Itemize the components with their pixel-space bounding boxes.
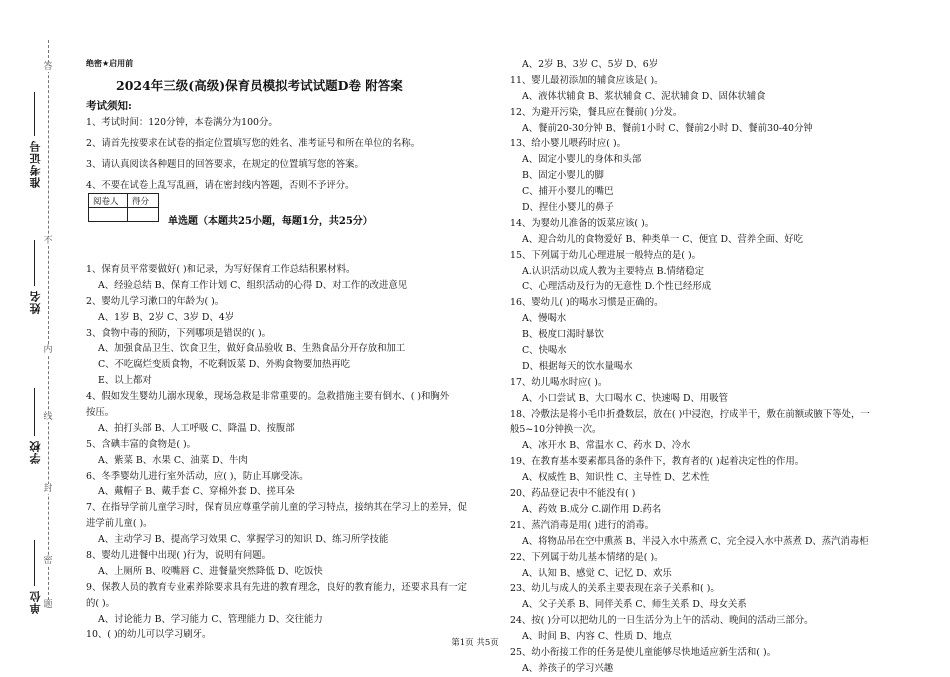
answer-options: D、根据每天的饮水量喝水 bbox=[522, 360, 633, 372]
question-text: 6、冬季婴幼儿进行室外活动，应( )，防止耳廓受冻。 bbox=[86, 470, 309, 482]
notice-item: 4、不要在试卷上乱写乱画，请在密封线内答题，否则不予评分。 bbox=[86, 180, 355, 191]
seal-char: 封 bbox=[43, 484, 53, 494]
left-question-column bbox=[86, 262, 486, 643]
question-text: 22、下列属于幼儿基本情绪的是( )。 bbox=[510, 551, 664, 563]
answer-options: A、讨论能力 B、学习能力 C、管理能力 D、交往能力 bbox=[98, 613, 323, 625]
answer-options: A、经验总结 B、保育工作计划 C、组织活动的心得 D、对工作的改进意见 bbox=[98, 279, 408, 291]
answer-options: A.认识活动以成人教为主要特点 B.情绪稳定 bbox=[522, 265, 704, 277]
notice-item: 2、请首先按要求在试卷的指定位置填写您的姓名、准考证号和所在单位的名称。 bbox=[86, 138, 421, 149]
answer-options: A、慢喝水 bbox=[522, 313, 567, 325]
answer-options: A、时间 B、内容 C、性质 D、地点 bbox=[522, 631, 672, 643]
notice-item: 3、请认真阅读各种题目的回答要求，在规定的位置填写您的答案。 bbox=[86, 159, 364, 170]
answer-options: A、1岁 B、2岁 C、3岁 D、4岁 bbox=[98, 311, 235, 323]
question-text: 17、幼儿喝水时应( )。 bbox=[510, 376, 608, 388]
answer-options: A、养孩子的学习兴趣 bbox=[522, 662, 614, 674]
answer-options: A、权威性 B、知识性 C、主导性 D、艺术性 bbox=[522, 472, 710, 484]
answer-options: C、心理活动及行为的无意性 D.个性已经形成 bbox=[522, 281, 712, 293]
answer-options: A、父子关系 B、同伴关系 C、师生关系 D、母女关系 bbox=[522, 599, 747, 611]
seal-char: 答 bbox=[43, 62, 53, 72]
answer-options: A、主动学习 B、提高学习效果 C、掌握学习的知识 D、练习所学技能 bbox=[98, 534, 389, 546]
question-text: 11、婴儿最初添加的辅食应该是( )。 bbox=[510, 74, 664, 86]
answer-options: C、快喝水 bbox=[522, 345, 567, 357]
question-text: 2、婴幼儿学习漱口的年龄为( )。 bbox=[86, 295, 225, 307]
question-text: 按压。 bbox=[86, 407, 115, 419]
notice-list bbox=[86, 115, 486, 199]
section-title: 单选题（本题共25小题，每题1分，共25分） bbox=[168, 216, 373, 227]
exam-number-fill-line bbox=[34, 92, 35, 136]
question-text: 的( )。 bbox=[86, 597, 116, 609]
score-cell: 得分 bbox=[128, 194, 159, 208]
question-text: 15、下列属于幼儿心理进展一般特点的是( )。 bbox=[510, 249, 701, 261]
answer-options: A、拍打头部 B、人工呼吸 C、降温 D、按腹部 bbox=[98, 422, 295, 434]
score-table bbox=[88, 193, 159, 222]
answer-options: A、餐前20-30分钟 B、餐前1小时 C、餐前2小时 D、餐前30-40分钟 bbox=[522, 122, 813, 134]
question-text: 10、( )的幼儿可以学习刷牙。 bbox=[86, 629, 212, 641]
notice-title: 考试须知: bbox=[86, 100, 132, 112]
unit-label: 单位 bbox=[29, 590, 42, 614]
right-question-column bbox=[510, 57, 940, 677]
question-text: 进学前儿童( )。 bbox=[86, 518, 153, 530]
page-title: 2024年三级(高级)保育员模拟考试试题D卷 附答案 bbox=[116, 78, 403, 93]
answer-options: A、加强食品卫生、饮食卫生，做好食品验收 B、生熟食品分开存放和加工 bbox=[98, 343, 406, 355]
reviewer-blank-cell[interactable] bbox=[89, 208, 128, 222]
school-label: 学校 bbox=[29, 440, 42, 464]
seal-dashed-line bbox=[48, 40, 49, 610]
secret-mark: 绝密★启用前 bbox=[86, 59, 134, 68]
answer-options: A、药效 B.成分 C.副作用 D.药名 bbox=[522, 503, 662, 515]
question-text: 9、保教人员的教育专业素养除要求具有先进的教育理念，良好的教育能力，还要求具有一定 bbox=[86, 581, 467, 593]
name-fill-line bbox=[34, 240, 35, 286]
answer-options: B、固定小婴儿的脚 bbox=[522, 170, 604, 182]
answer-options: A、迎合幼儿的食物爱好 B、种类单一 C、便宜 D、营养全面、好吃 bbox=[522, 233, 804, 245]
question-text: 18、冷敷法是将小毛巾折叠数层，放在( )中浸泡，拧成半干，敷在前额或腋下等处，一 bbox=[510, 408, 870, 420]
seal-char: 密 bbox=[43, 556, 53, 566]
question-text: 13、给小婴儿喂药时应( )。 bbox=[510, 138, 626, 150]
question-text: 般5~10分钟换一次。 bbox=[510, 424, 602, 436]
answer-options: A、戴帽子 B、戴手套 C、穿棉外套 D、搓耳朵 bbox=[98, 486, 295, 498]
answer-options: A、将物品吊在空中熏蒸 B、半浸入水中蒸煮 C、完全浸入水中蒸煮 D、蒸汽消毒柜 bbox=[522, 535, 869, 547]
score-blank-cell[interactable] bbox=[128, 208, 159, 222]
question-text: 21、蒸汽消毒是用( )进行的消毒。 bbox=[510, 519, 655, 531]
seal-char: 题 bbox=[43, 600, 53, 610]
reviewer-cell: 阅卷人 bbox=[89, 194, 128, 208]
question-text: 8、婴幼儿进餐中出现( )行为，说明有问题。 bbox=[86, 550, 272, 562]
seal-char: 不 bbox=[43, 236, 53, 246]
answer-options: D、捏住小婴儿的鼻子 bbox=[522, 202, 614, 214]
question-text: 14、为婴幼儿准备的饭菜应该( )。 bbox=[510, 217, 655, 229]
answer-options: A、上厕所 B、咬嘴唇 C、进餐量突然降低 D、吃饭快 bbox=[98, 565, 323, 577]
name-label: 姓名 bbox=[29, 290, 42, 314]
question-text: 20、药品登记表中不能没有( ) bbox=[510, 488, 636, 500]
exam-number-label: 准考证号 bbox=[29, 140, 42, 188]
answer-options: C、捕开小婴儿的嘴巴 bbox=[522, 186, 614, 198]
question-text: 19、在教育基本要素都具备的条件下，教育者的( )起着决定性的作用。 bbox=[510, 456, 805, 468]
answer-options: C、不吃腐烂变质食物，不吃剩饭菜 D、外购食物要加热再吃 bbox=[98, 359, 351, 371]
notice-item: 1、考试时间：120分钟，本卷满分为100分。 bbox=[86, 117, 278, 128]
question-text: 12、为避开污染，餐具应在餐前( )分发。 bbox=[510, 106, 683, 118]
seal-char: 线 bbox=[43, 412, 53, 422]
seal-char: 内 bbox=[43, 345, 53, 355]
answer-options: A、认知 B、感觉 C、记忆 D、欢乐 bbox=[522, 567, 672, 579]
question-text: 24、按( )分可以把幼儿的一日生活分为上午的活动、晚间的活动三部分。 bbox=[510, 615, 814, 627]
answer-options: A、固定小婴儿的身体和头部 bbox=[522, 154, 642, 166]
answer-options: A、小口尝试 B、大口喝水 C、快速喝 D、用吸管 bbox=[522, 392, 729, 404]
question-text: 4、假如发生婴幼儿溺水现象，现场急救是非常重要的。急救措施主要有倒水、( )和胸外 bbox=[86, 391, 450, 403]
school-fill-line bbox=[34, 388, 35, 436]
answer-options: A、液体状辅食 B、浆状辅食 C、泥状辅食 D、固体状辅食 bbox=[522, 90, 766, 102]
answer-options: E、以上都对 bbox=[98, 375, 152, 387]
question-text: 23、幼儿与成人的关系主要表现在亲子关系和( )。 bbox=[510, 583, 720, 595]
answer-options: A、2岁 B、3岁 C、5岁 D、6岁 bbox=[522, 59, 659, 70]
question-text: 25、幼小衔接工作的任务是使儿童能够尽快地适应新生活和( )。 bbox=[510, 646, 776, 658]
question-text: 1、保育员平常要做好( )和记录，为写好保育工作总结积累材料。 bbox=[86, 264, 356, 275]
answer-options: A、冰开水 B、常温水 C、药水 D、冷水 bbox=[522, 440, 691, 452]
binding-margin bbox=[0, 0, 70, 671]
question-text: 5、含碘丰富的食物是( )。 bbox=[86, 438, 197, 450]
answer-options: A、紫菜 B、水果 C、油菜 D、牛肉 bbox=[98, 454, 248, 466]
answer-options: B、极度口渴时暴饮 bbox=[522, 329, 604, 341]
unit-fill-line bbox=[34, 540, 35, 586]
question-text: 7、在指导学前儿童学习时，保育员应尊重学前儿童的学习特点，接纳其在学习上的差异，促 bbox=[86, 502, 467, 514]
question-text: 3、食物中毒的预防，下列哪项是错误的( )。 bbox=[86, 327, 272, 339]
question-text: 16、婴幼儿( )的喝水习惯是正确的。 bbox=[510, 297, 664, 309]
page-footer: 第1页 共5页 bbox=[451, 638, 499, 648]
